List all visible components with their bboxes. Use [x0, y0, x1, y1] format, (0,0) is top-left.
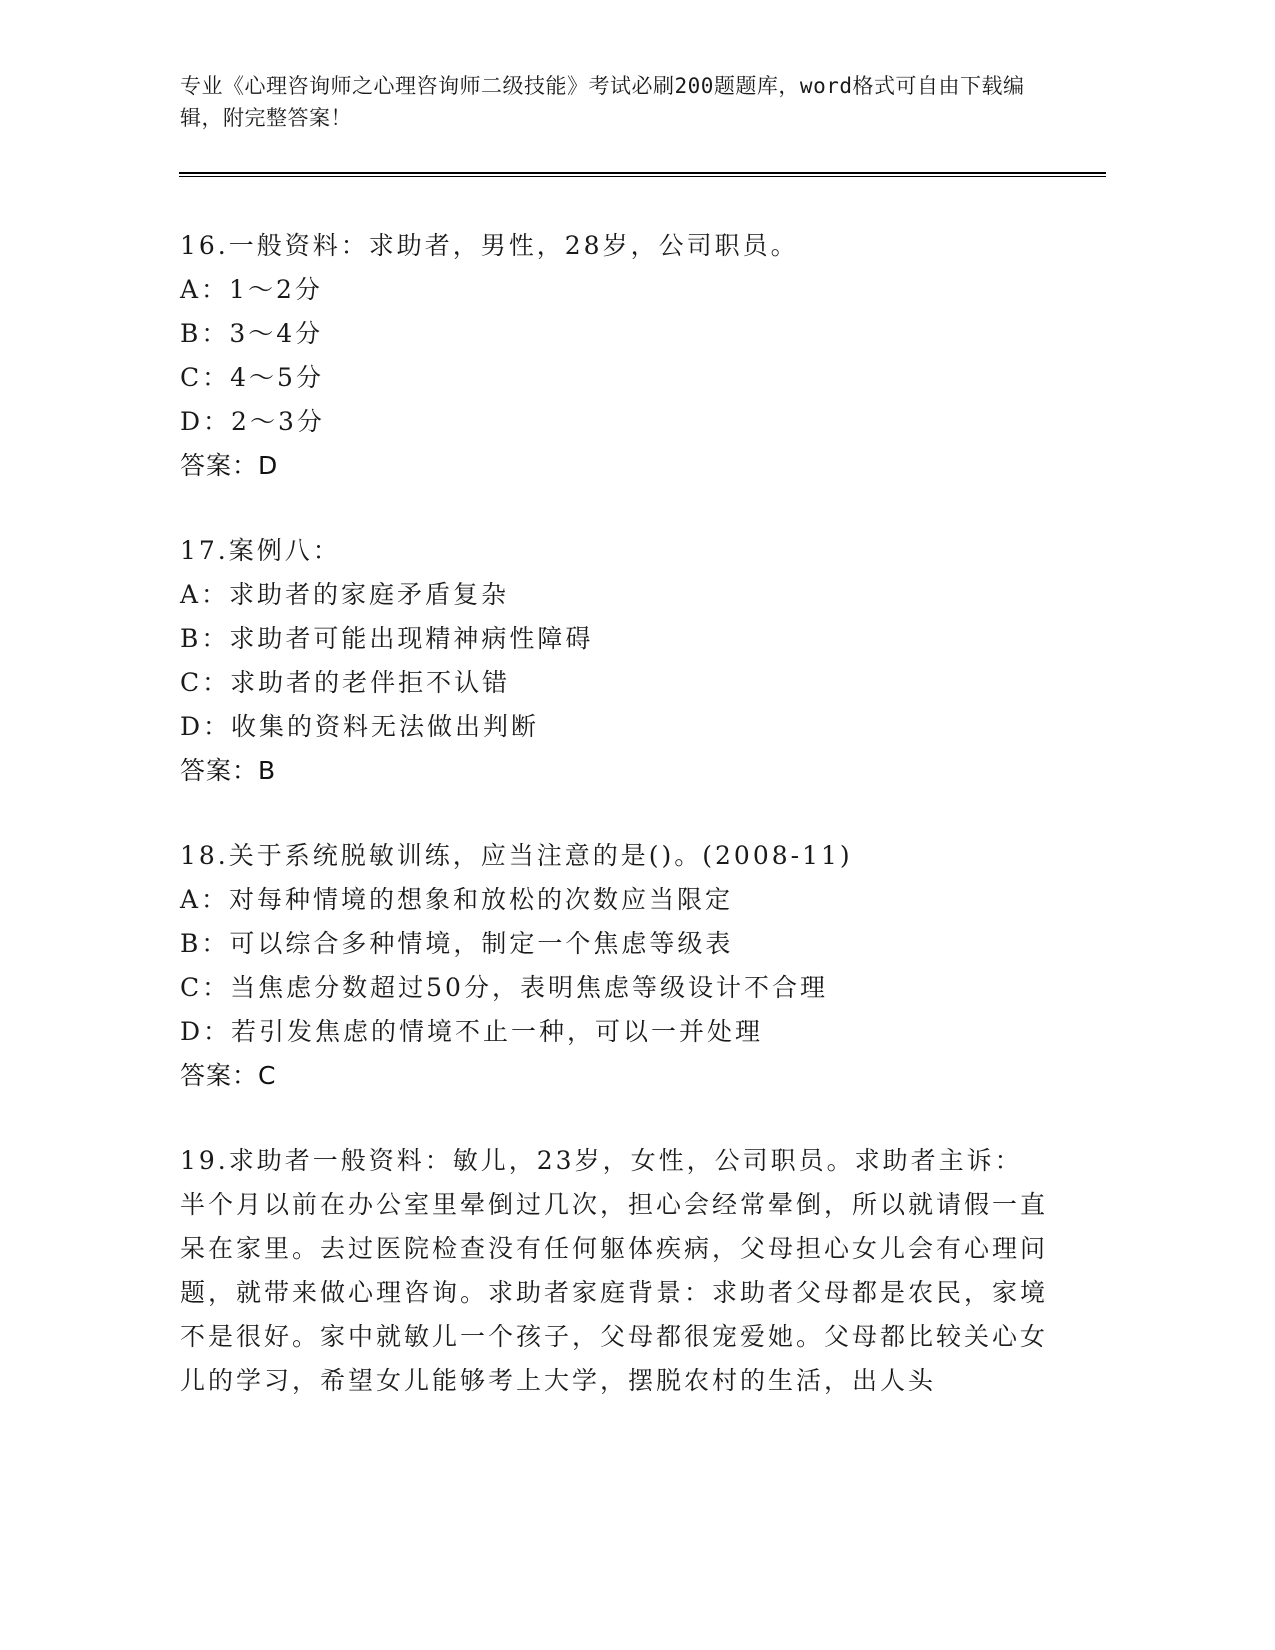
header-divider-thick	[179, 172, 1106, 174]
option-d: D：收集的资料无法做出判断	[180, 712, 540, 741]
question-19	[180, 1139, 1050, 1403]
option-a: A：求助者的家庭矛盾复杂	[180, 580, 510, 609]
question-stem: 17.案例八：	[180, 536, 341, 565]
question-stem: 18.关于系统脱敏训练，应当注意的是()。(2008-11)	[180, 841, 853, 870]
option-c: C：当焦虑分数超过50分，表明焦虑等级设计不合理	[180, 973, 828, 1002]
option-c: C：4～5分	[180, 363, 324, 392]
option-a: A：对每种情境的想象和放松的次数应当限定	[180, 885, 734, 914]
question-stem: 19.求助者一般资料：敏儿，23岁，女性，公司职员。求助者主诉：半个月以前在办公室里晕倒过几次，担心会经常晕倒，所以就请假一直呆在家里。去过医院检查没有任何躯体疾病，父母担心女儿会有心理问题，就带来做心理咨询。求助者家庭背景：求助者父母都是农民，家境不是很好。家中就敏儿一个孩子，父母都很宠爱她。父母都比较关心女儿的学习，希望女儿能够考上大学，摆脱农村的生活，出人头	[180, 1146, 1049, 1395]
question-stem: 16.一般资料：求助者，男性，28岁，公司职员。	[180, 231, 799, 260]
document-header	[180, 70, 1050, 134]
header-divider-thin	[179, 176, 1106, 177]
question-18	[180, 834, 1050, 1098]
option-a: A：1～2分	[180, 275, 323, 304]
answer-label: 答案：D	[180, 451, 279, 480]
option-d: D：2～3分	[180, 407, 325, 436]
option-b: B：3～4分	[180, 319, 324, 348]
answer-label: 答案：B	[180, 756, 277, 785]
header-text: 专业《心理咨询师之心理咨询师二级技能》考试必刷200题题库，word格式可自由下载编辑，附完整答案！	[180, 74, 1025, 130]
option-b: B：求助者可能出现精神病性障碍	[180, 624, 594, 653]
option-c: C：求助者的老伴拒不认错	[180, 668, 511, 697]
answer-label: 答案：C	[180, 1061, 277, 1090]
option-b: B：可以综合多种情境，制定一个焦虑等级表	[180, 929, 734, 958]
question-17	[180, 529, 1050, 793]
question-16	[180, 224, 1050, 488]
option-d: D：若引发焦虑的情境不止一种，可以一并处理	[180, 1017, 764, 1046]
